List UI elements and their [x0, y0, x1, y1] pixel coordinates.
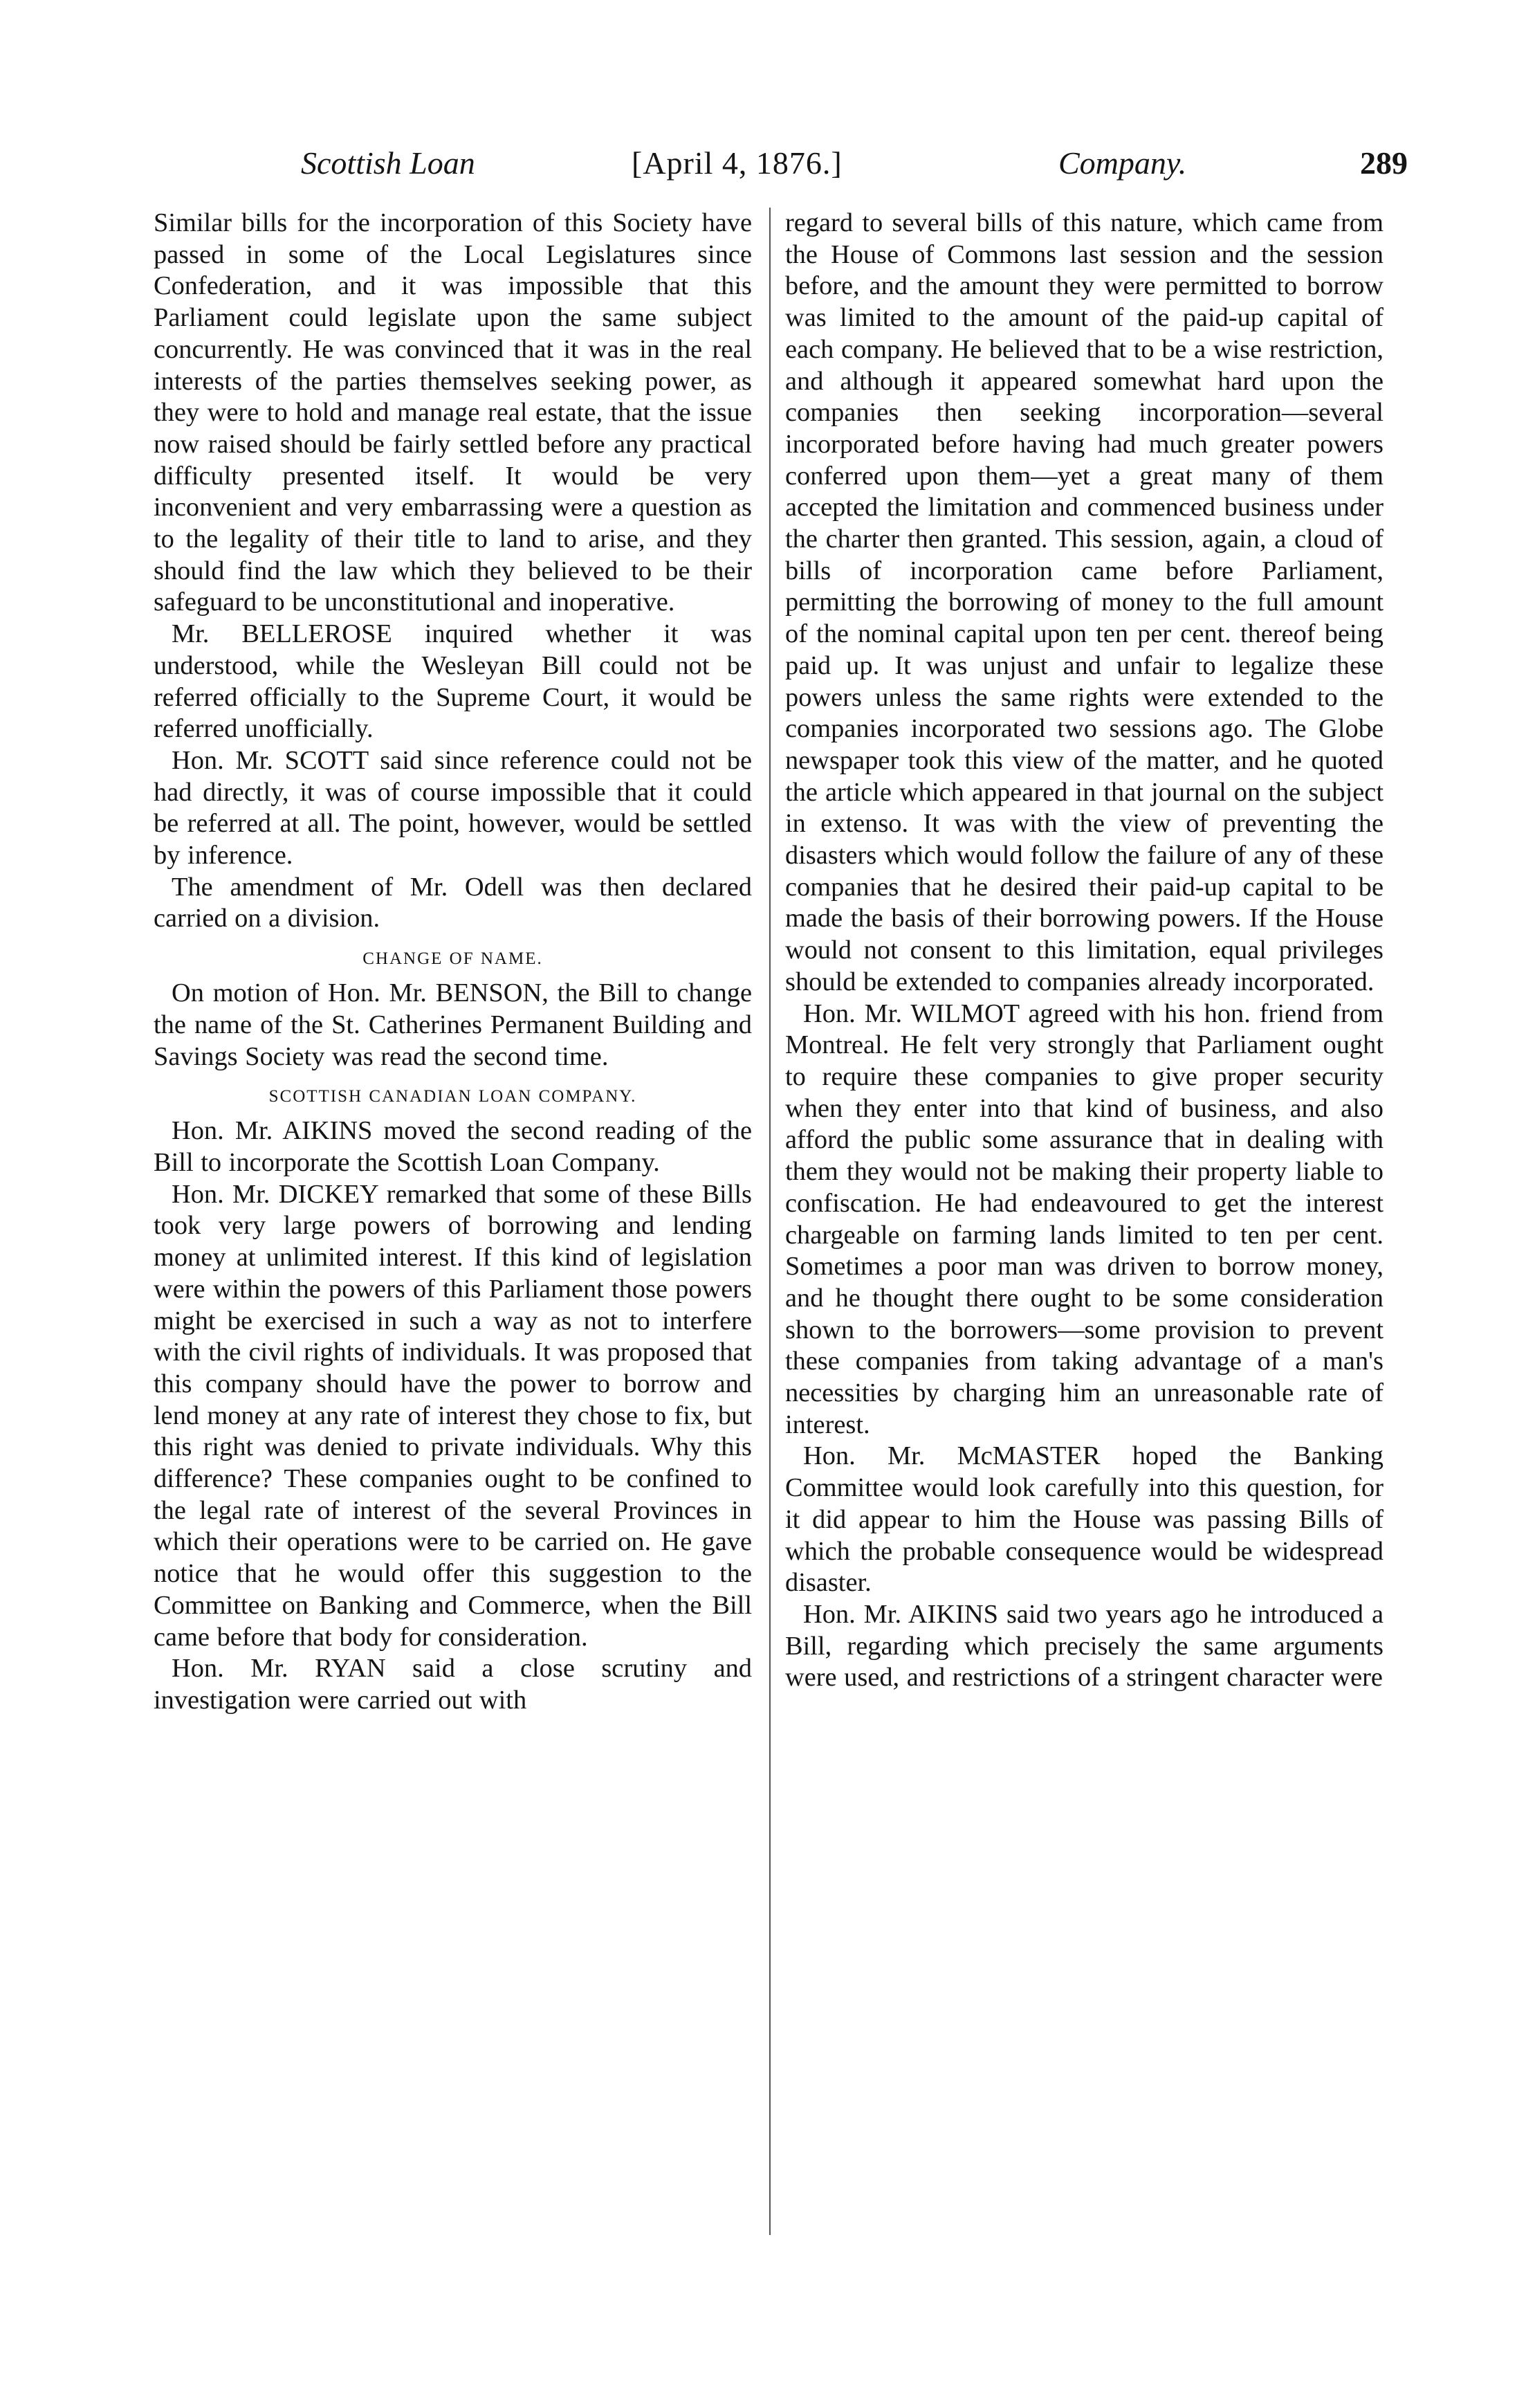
running-head-date: [April 4, 1876.] — [632, 145, 843, 181]
paragraph: Hon. Mr. McMASTER hoped the Banking Committee would look carefully into this question, for it did appear to him the House was passing Bills of which the probable consequence would be widespread disaster. — [785, 1441, 1383, 1598]
page-number: 289 — [1360, 145, 1408, 181]
running-head — [156, 136, 1415, 191]
paragraph: Hon. Mr. WILMOT agreed with his hon. friend from Montreal. He felt very strongly that Parliament ought to require these companies to give proper security when they enter into that kind of business, and also afford the public some assurance that in dealing with them they would not be making their property liable to confiscation. He had endeavoured to get the interest chargeable on farming lands limited to ten per cent. Sometimes a poor man was driven to borrow money, and he thought there ought to be some consideration shown to the borrowers—some provision to prevent these companies from taking advantage of a man's necessities by charging him an unreasonable rate of interest. — [785, 998, 1383, 1439]
paragraph: On motion of Hon. Mr. BENSON, the Bill to change the name of the St. Catherines Permanent Building and Savings Society was read the second time. — [154, 978, 752, 1071]
column-divider — [769, 208, 771, 2235]
paragraph: Hon. Mr. AIKINS moved the second reading of the Bill to incorporate the Scottish Loan Company. — [154, 1116, 752, 1177]
left-column — [154, 208, 752, 2235]
paragraph: Similar bills for the incorporation of this Society have passed in some of the Local Legislatures since Confederation, and it was impossible that this Parliament could legislate upon the same subject concurrently. He was convinced that it was in the real interests of the parties themselves seeking power, as they were to hold and manage real estate, that the issue now raised should be fairly settled before any practical difficulty presented itself. It would be very inconvenient and very embarrassing were a question as to the legality of their title to land to arise, and they should find the law which they believed to be their safeguard to be unconstitutional and inoperative. — [154, 208, 752, 617]
paragraph: Hon. Mr. RYAN said a close scrutiny and investigation were carried out with — [154, 1654, 752, 1715]
paragraph: Mr. BELLEROSE inquired whether it was understood, while the Wesleyan Bill could not be referred officially to the Supreme Court, it would be referred unofficially. — [154, 619, 752, 744]
right-column — [785, 208, 1383, 2235]
paragraph: regard to several bills of this nature, which came from the House of Commons last session and the session before, and the amount they were permitted to borrow was limited to the amount of the paid-up capital of each company. He believed that to be a wise restriction, and although it appeared somewhat hard upon the companies then seeking incorporation—several incorporated before having had much greater powers conferred upon them—yet a great many of them accepted the limitation and commenced business under the charter then granted. This session, again, a cloud of bills of incorporation came before Parliament, permitting the borrowing of money to the full amount of the nominal capital upon ten per cent. thereof being paid up. It was unjust and unfair to legalize these powers unless the same rights were extended to the companies incorporated two sessions ago. The Globe newspaper took this view of the matter, and he quoted the article which appeared in that journal on the subject in extenso. It was with the view of preventing the disasters which would follow the failure of any of these companies that he desired their paid-up capital to be made the basis of their borrowing powers. If the House would not consent to this limitation, equal privileges should be extended to companies already incorporated. — [785, 208, 1383, 996]
paragraph: Hon. Mr. DICKEY remarked that some of these Bills took very large powers of borrowing and lending money at unlimited interest. If this kind of legislation were within the powers of this Parliament those powers might be exercised in such a way as not to interfere with the civil rights of individuals. It was proposed that this company should have the power to borrow and lend money at any rate of interest they chose to fix, but this right was denied to private individuals. Why this difference? These companies ought to be confined to the legal rate of interest of the several Provinces in which their operations were to be carried on. He gave notice that he would offer this suggestion to the Committee on Banking and Commerce, when the Bill came before that body for consideration. — [154, 1179, 752, 1652]
section-heading: SCOTTISH CANADIAN LOAN COMPANY. — [268, 1087, 637, 1106]
paragraph: The amendment of Mr. Odell was then declared carried on a division. — [154, 872, 752, 933]
paragraph: Hon. Mr. SCOTT said since reference could not be had directly, it was of course impossible that it could be referred at all. The point, however, would be settled by inference. — [154, 745, 752, 870]
running-head-title-right: Company. — [1058, 145, 1187, 181]
running-head-title-left: Scottish Loan — [301, 145, 475, 181]
section-heading: CHANGE OF NAME. — [362, 949, 543, 969]
paragraph: Hon. Mr. AIKINS said two years ago he introduced a Bill, regarding which precisely the same arguments were used, and restrictions of a stringent character were — [785, 1599, 1383, 1693]
